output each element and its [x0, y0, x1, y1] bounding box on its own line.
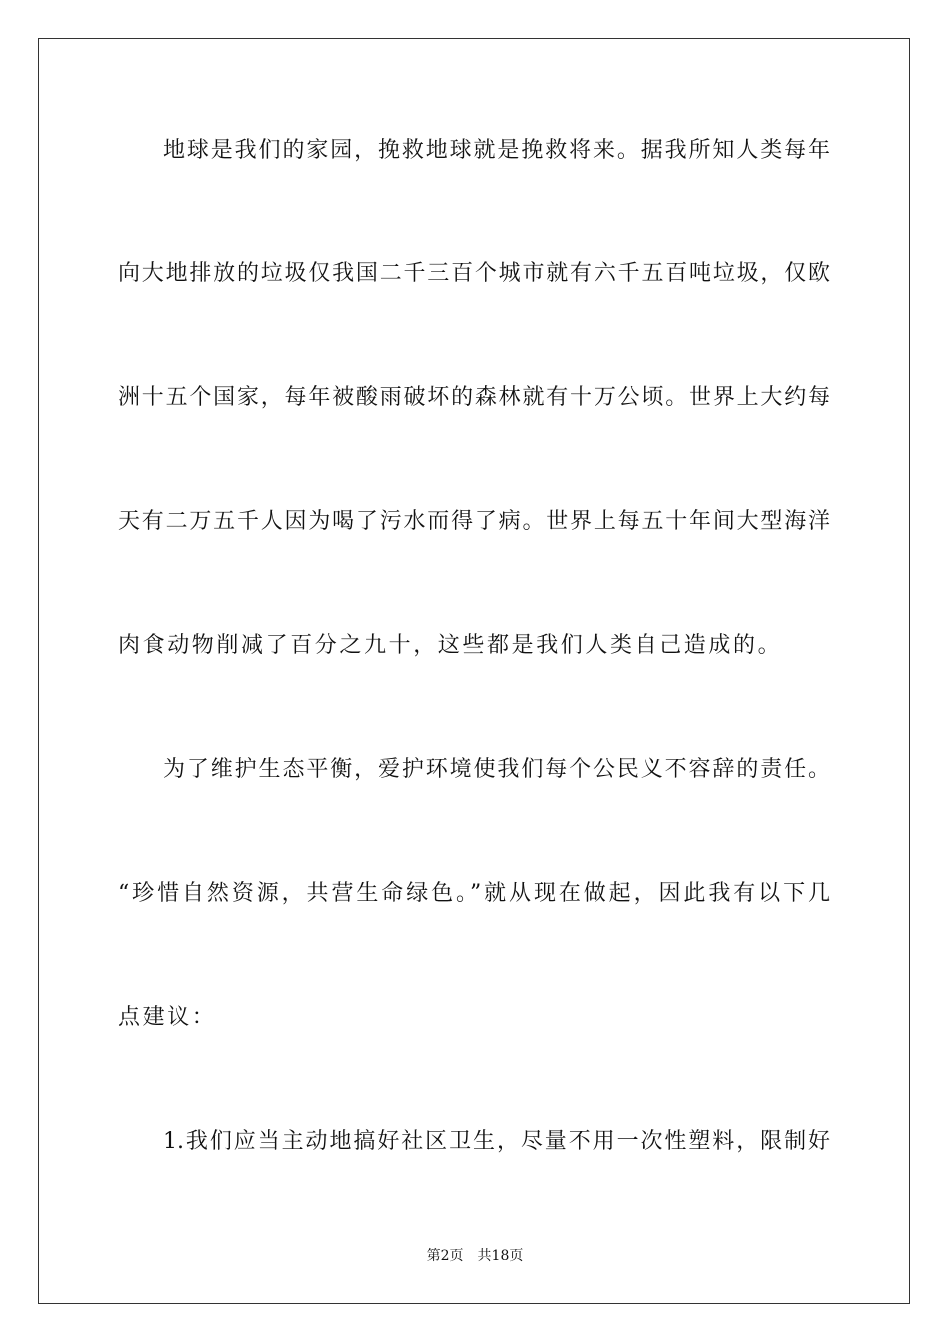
page-footer [0, 1246, 950, 1266]
paragraph-1-line-2: 向大地排放的垃圾仅我国二千三百个城市就有六千五百吨垃圾，仅欧 [118, 261, 830, 286]
paragraph-1-line-4: 天有二万五千人因为喝了污水而得了病。世界上每五十年间大型海洋 [118, 509, 830, 534]
paragraph-3-line-1: 1.我们应当主动地搞好社区卫生，尽量不用一次性塑料，限制好 [163, 1129, 830, 1154]
paragraph-2-line-3: 点建议： [118, 1005, 217, 1030]
paragraph-1-line-3: 洲十五个国家，每年被酸雨破坏的森林就有十万公顷。世界上大约每 [118, 385, 830, 410]
paragraph-2-line-1: 为了维护生态平衡，爱护环境使我们每个公民义不容辞的责任。 [163, 757, 830, 782]
paragraph-1-line-5: 肉食动物削减了百分之九十，这些都是我们人类自己造成的。 [118, 633, 783, 658]
paragraph-1-line-1: 地球是我们的家园，挽救地球就是挽救将来。据我所知人类每年 [163, 138, 830, 163]
page-border [38, 38, 910, 1304]
paragraph-2-line-2: “珍惜自然资源，共营生命绿色。”就从现在做起，因此我有以下几 [118, 881, 830, 906]
current-page-number: 第2页 [426, 1248, 464, 1264]
total-pages: 共18页 [477, 1248, 524, 1264]
